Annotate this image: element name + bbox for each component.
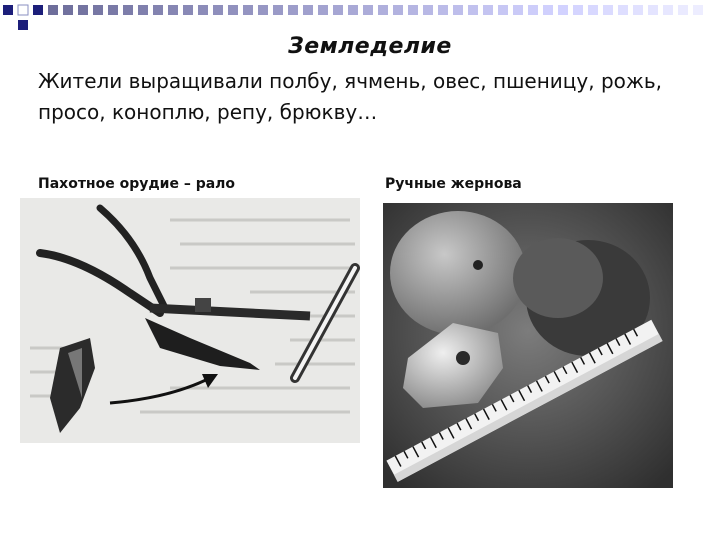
decorative-square (498, 5, 508, 15)
decorative-square (168, 5, 178, 15)
caption-millstones: Ручные жернова (385, 176, 522, 192)
decorative-square (93, 5, 103, 15)
decorative-square (648, 5, 658, 15)
decorative-square (573, 5, 583, 15)
decorative-square (603, 5, 613, 15)
caption-plough: Пахотное орудие – рало (38, 176, 236, 192)
decorative-square (438, 5, 448, 15)
decorative-square (363, 5, 373, 15)
decorative-square (108, 5, 118, 15)
decorative-square (618, 5, 628, 15)
decorative-square (48, 5, 58, 15)
decorative-square (378, 5, 388, 15)
decorative-square (258, 5, 268, 15)
decorative-square (543, 5, 553, 15)
decorative-square (633, 5, 643, 15)
decorative-square (303, 5, 313, 15)
decorative-square (678, 5, 688, 15)
decorative-square (333, 5, 343, 15)
decorative-square (393, 5, 403, 15)
plough-image (20, 198, 360, 443)
decorative-square (288, 5, 298, 15)
decorative-square (528, 5, 538, 15)
decorative-square (273, 5, 283, 15)
decorative-square (228, 5, 238, 15)
decorative-square (123, 5, 133, 15)
decorative-square (558, 5, 568, 15)
decorative-square (138, 5, 148, 15)
intro-text: Жители выращивали полбу, ячмень, овес, пшеницу, рожь, просо, коноплю, репу, брюкву… (38, 69, 663, 124)
decorative-square (423, 5, 433, 15)
decorative-square (663, 5, 673, 15)
decorative-square (483, 5, 493, 15)
decorative-square (153, 5, 163, 15)
decorative-square (408, 5, 418, 15)
millstones-image (383, 203, 673, 488)
decorative-square (213, 5, 223, 15)
decorative-square (78, 5, 88, 15)
decorative-square (198, 5, 208, 15)
decorative-square (348, 5, 358, 15)
decorative-square (468, 5, 478, 15)
decorative-square (453, 5, 463, 15)
decorative-square (693, 5, 703, 15)
decorative-square (588, 5, 598, 15)
decorative-square (243, 5, 253, 15)
decorative-square (318, 5, 328, 15)
decorative-square (183, 5, 193, 15)
slide-title: Земледелие (288, 34, 452, 59)
decorative-square (513, 5, 523, 15)
decorative-square (63, 5, 73, 15)
